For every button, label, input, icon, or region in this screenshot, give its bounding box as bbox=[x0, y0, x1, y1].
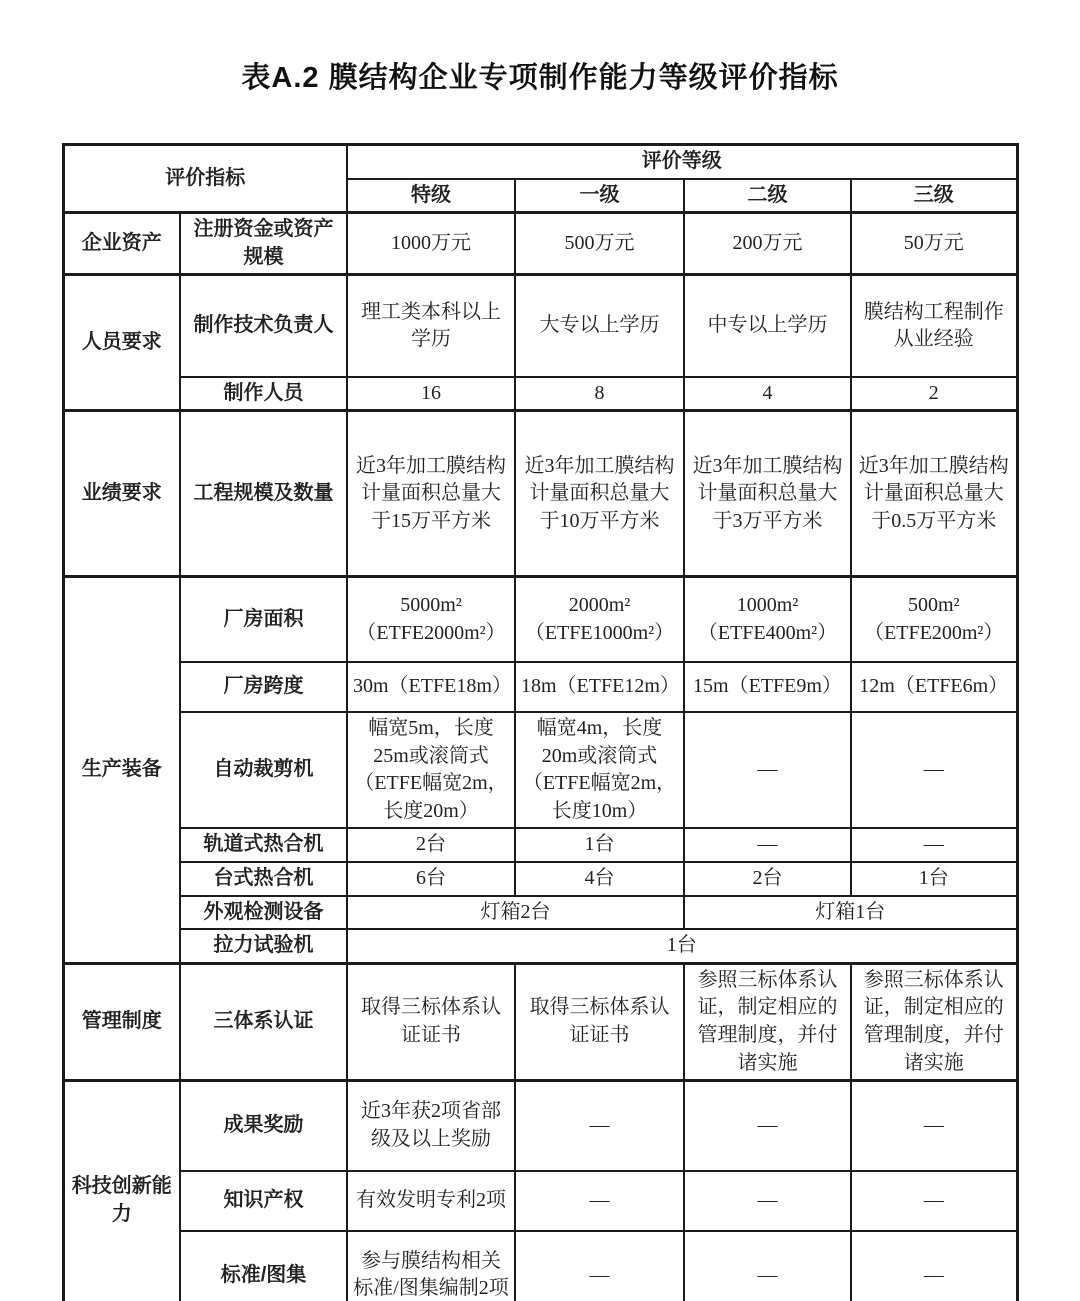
value-cell: 取得三标体系认证证书 bbox=[515, 963, 684, 1080]
capability-rating-table bbox=[62, 143, 1019, 1301]
value-cell: 50万元 bbox=[851, 213, 1017, 275]
value-cell: 4 bbox=[684, 377, 851, 411]
value-cell: — bbox=[684, 828, 851, 862]
row-plant-area bbox=[63, 577, 1017, 662]
row-tensile-tester bbox=[63, 929, 1017, 963]
indicator-cell-three-system-cert: 三体系认证 bbox=[180, 963, 347, 1080]
indicator-cell-plant-area: 厂房面积 bbox=[180, 577, 347, 662]
header-grade-cell: 评价等级 bbox=[347, 145, 1017, 179]
value-cell: 1台 bbox=[515, 828, 684, 862]
value-cell: 6台 bbox=[347, 862, 515, 896]
value-cell: 8 bbox=[515, 377, 684, 411]
value-cell: 15m（ETFE9m） bbox=[684, 662, 851, 712]
value-cell: 2台 bbox=[347, 828, 515, 862]
group-cell-equipment: 生产装备 bbox=[63, 577, 180, 963]
value-cell: 灯箱2台 bbox=[347, 896, 684, 930]
indicator-cell-auto-cutting-machine: 自动裁剪机 bbox=[180, 712, 347, 828]
value-cell: 16 bbox=[347, 377, 515, 411]
header-grade-second: 二级 bbox=[684, 179, 851, 213]
value-cell: 幅宽5m，长度25m或滚筒式（ETFE幅宽2m，长度20m） bbox=[347, 712, 515, 828]
value-cell: — bbox=[684, 1231, 851, 1301]
value-cell: 取得三标体系认证证书 bbox=[347, 963, 515, 1080]
header-indicator-cell: 评价指标 bbox=[63, 145, 347, 213]
indicator-cell-achievement-awards: 成果奖励 bbox=[180, 1081, 347, 1171]
value-cell: 1台 bbox=[851, 862, 1017, 896]
value-cell: 近3年加工膜结构计量面积总量大于0.5万平方米 bbox=[851, 411, 1017, 577]
value-cell: 30m（ETFE18m） bbox=[347, 662, 515, 712]
value-cell: — bbox=[851, 1231, 1017, 1301]
indicator-cell-production-staff: 制作人员 bbox=[180, 377, 347, 411]
header-grade-special: 特级 bbox=[347, 179, 515, 213]
value-cell: 灯箱1台 bbox=[684, 896, 1017, 930]
row-tech-director bbox=[63, 275, 1017, 377]
group-cell-performance: 业绩要求 bbox=[63, 411, 180, 577]
row-production-staff bbox=[63, 377, 1017, 411]
value-cell: 近3年加工膜结构计量面积总量大于15万平方米 bbox=[347, 411, 515, 577]
value-cell: 近3年加工膜结构计量面积总量大于10万平方米 bbox=[515, 411, 684, 577]
group-cell-innovation: 科技创新能力 bbox=[63, 1081, 180, 1301]
row-intellectual-property bbox=[63, 1171, 1017, 1231]
value-cell: 膜结构工程制作从业经验 bbox=[851, 275, 1017, 377]
indicator-cell-tensile-tester: 拉力试验机 bbox=[180, 929, 347, 963]
value-cell: 2台 bbox=[684, 862, 851, 896]
indicator-cell-registered-capital: 注册资金或资产规模 bbox=[180, 213, 347, 275]
value-cell: 2 bbox=[851, 377, 1017, 411]
indicator-cell-appearance-inspection: 外观检测设备 bbox=[180, 896, 347, 930]
header-grade-third: 三级 bbox=[851, 179, 1017, 213]
indicator-cell-plant-span: 厂房跨度 bbox=[180, 662, 347, 712]
row-registered-capital bbox=[63, 213, 1017, 275]
group-cell-assets: 企业资产 bbox=[63, 213, 180, 275]
value-cell: — bbox=[851, 828, 1017, 862]
value-cell: — bbox=[684, 1171, 851, 1231]
value-cell: 参照三标体系认证，制定相应的管理制度，并付诸实施 bbox=[684, 963, 851, 1080]
value-cell: 12m（ETFE6m） bbox=[851, 662, 1017, 712]
value-cell: 有效发明专利2项 bbox=[347, 1171, 515, 1231]
value-cell: — bbox=[515, 1081, 684, 1171]
value-cell: 幅宽4m，长度20m或滚筒式（ETFE幅宽2m，长度10m） bbox=[515, 712, 684, 828]
row-standards-atlas bbox=[63, 1231, 1017, 1301]
value-cell: 2000m²（ETFE1000m²） bbox=[515, 577, 684, 662]
value-cell: 参与膜结构相关标准/图集编制2项 bbox=[347, 1231, 515, 1301]
indicator-cell-desktop-welding-machine: 台式热合机 bbox=[180, 862, 347, 896]
value-cell: 大专以上学历 bbox=[515, 275, 684, 377]
indicator-cell-tech-director: 制作技术负责人 bbox=[180, 275, 347, 377]
value-cell: 5000m²（ETFE2000m²） bbox=[347, 577, 515, 662]
value-cell: 1000m²（ETFE400m²） bbox=[684, 577, 851, 662]
indicator-cell-intellectual-property: 知识产权 bbox=[180, 1171, 347, 1231]
row-three-system-cert bbox=[63, 963, 1017, 1080]
value-cell: 4台 bbox=[515, 862, 684, 896]
row-rail-welding-machine bbox=[63, 828, 1017, 862]
group-cell-personnel: 人员要求 bbox=[63, 275, 180, 411]
value-cell: 500万元 bbox=[515, 213, 684, 275]
row-auto-cutting-machine bbox=[63, 712, 1017, 828]
value-cell: — bbox=[684, 712, 851, 828]
indicator-cell-project-scale: 工程规模及数量 bbox=[180, 411, 347, 577]
value-cell: 参照三标体系认证，制定相应的管理制度，并付诸实施 bbox=[851, 963, 1017, 1080]
row-plant-span bbox=[63, 662, 1017, 712]
header-row-1 bbox=[63, 145, 1017, 179]
value-cell: — bbox=[851, 712, 1017, 828]
value-cell: — bbox=[851, 1081, 1017, 1171]
value-cell: — bbox=[851, 1171, 1017, 1231]
row-desktop-welding-machine bbox=[63, 862, 1017, 896]
value-cell: 200万元 bbox=[684, 213, 851, 275]
value-cell: 1台 bbox=[347, 929, 1017, 963]
value-cell: 18m（ETFE12m） bbox=[515, 662, 684, 712]
indicator-cell-rail-welding-machine: 轨道式热合机 bbox=[180, 828, 347, 862]
value-cell: 理工类本科以上学历 bbox=[347, 275, 515, 377]
indicator-cell-standards-atlas: 标准/图集 bbox=[180, 1231, 347, 1301]
row-project-scale bbox=[63, 411, 1017, 577]
header-grade-first: 一级 bbox=[515, 179, 684, 213]
value-cell: 500m²（ETFE200m²） bbox=[851, 577, 1017, 662]
value-cell: 近3年获2项省部级及以上奖励 bbox=[347, 1081, 515, 1171]
value-cell: — bbox=[515, 1231, 684, 1301]
value-cell: — bbox=[684, 1081, 851, 1171]
value-cell: 近3年加工膜结构计量面积总量大于3万平方米 bbox=[684, 411, 851, 577]
value-cell: 1000万元 bbox=[347, 213, 515, 275]
value-cell: 中专以上学历 bbox=[684, 275, 851, 377]
row-achievement-awards bbox=[63, 1081, 1017, 1171]
page-title: 表A.2 膜结构企业专项制作能力等级评价指标 bbox=[241, 62, 839, 94]
group-cell-management: 管理制度 bbox=[63, 963, 180, 1080]
value-cell: — bbox=[515, 1171, 684, 1231]
row-appearance-inspection bbox=[63, 896, 1017, 930]
